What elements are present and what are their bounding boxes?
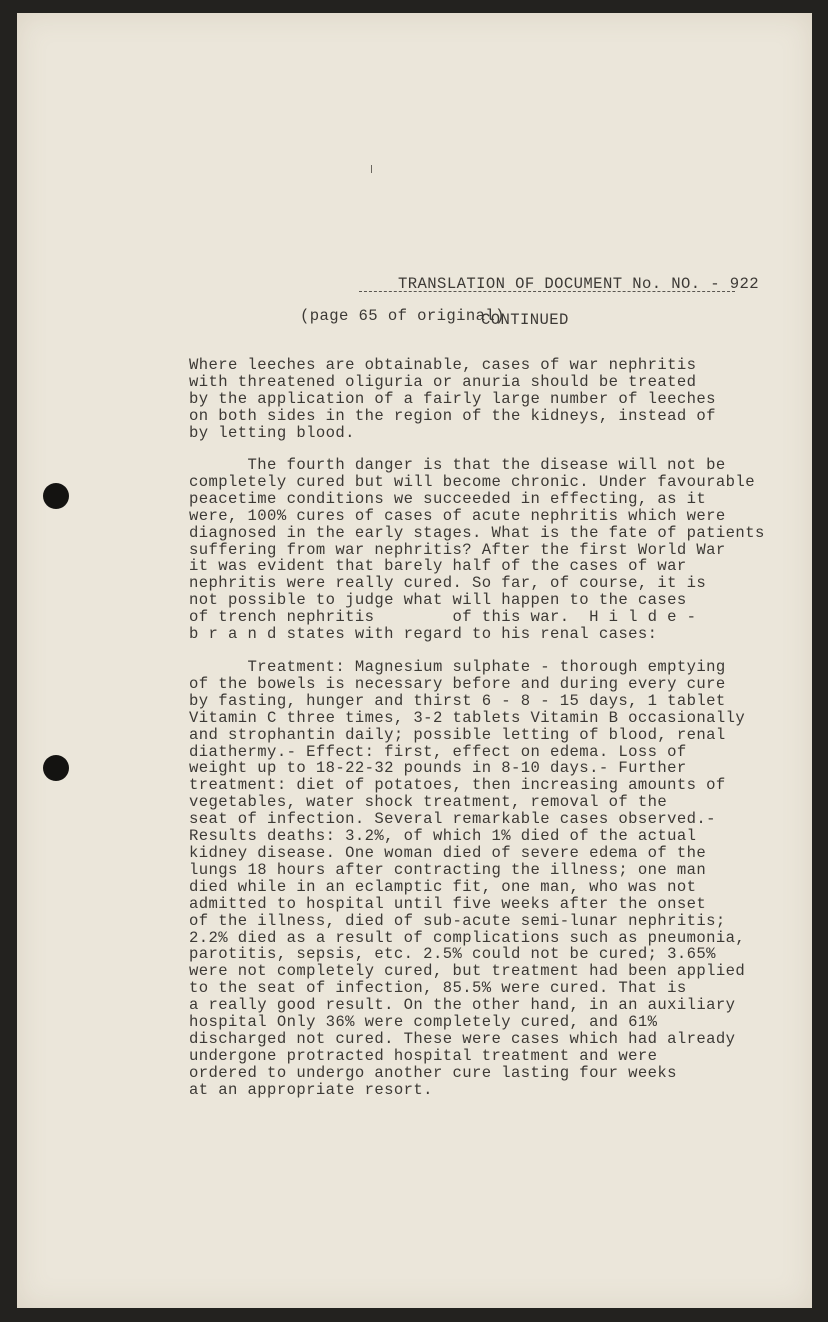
document-subtitle: CONTINUED [481,311,569,329]
paragraph-fourth-danger: The fourth danger is that the disease will not be completely cured but will become chronic. Under favourable peacetime conditions we succeeded in effecting, as it were, 100% cures of cases of acute nephritis which were diagnosed in the early stages. What is the fate of patients suffering from war nephritis? After the first World War it was evident that barely half of the cases of war nephritis were really cured. So far, of course, it is not possible to judge what will happen to the cases of trench nephritis of this war. H i l d e - b r a n d states with regard to his renal cases: [189,456,765,644]
page-reference: (page 65 of original) [300,307,505,325]
stray-mark [371,165,372,173]
paragraph-treatment: Treatment: Magnesium sulphate - thorough emptying of the bowels is necessary before and during every cure by fasting, hunger and thirst 6 - 8 - 15 days, 1 tablet Vitamin C three times, 3-2 tablets Vitamin B occasionally and strophantin daily; possible letting of blood, renal diathermy.- Effect: first, effect on edema. Loss of weight up to 18-22-32 pounds in 8-10 days.- Further treatment: diet of potatoes, then increasing amounts of vegetables, water shock treatment, removal of the seat of infection. Several remarkable cases observed.- Results deaths: 3.2%, of which 1% died of the actual kidney disease. One woman died of severe edema of the lungs 18 hours after contracting the illness; one man died while in an eclamptic fit, one man, who was not admitted to hospital until five weeks after the onset of the illness, died of sub-acute semi-lunar nephritis; 2.2% died as a result of complications such as pneumonia, parotitis, sepsis, etc. 2.5% could not be cured; 3.65% were not completely cured, but treatment had been applied to the seat of infection, 85.5% were cured. That is a really good result. On the other hand, in an auxiliary hospital Only 36% were completely cured, and 61% discharged not cured. These were cases which had already undergone protracted hospital treatment and were ordered to undergo another cure lasting four weeks at an appropriate resort. [189,658,746,1099]
punch-hole-bottom [43,755,69,781]
paragraph-leeches: Where leeches are obtainable, cases of war nephritis with threatened oliguria or anuria should be treated by the application of a fairly large number of leeches on both sides in the region of the kidneys, instead of by letting blood. [189,356,716,442]
heading-underline [359,291,735,292]
punch-hole-top [43,483,69,509]
document-title: TRANSLATION OF DOCUMENT No. NO. - 922 [398,275,760,293]
document-page [17,13,812,1308]
